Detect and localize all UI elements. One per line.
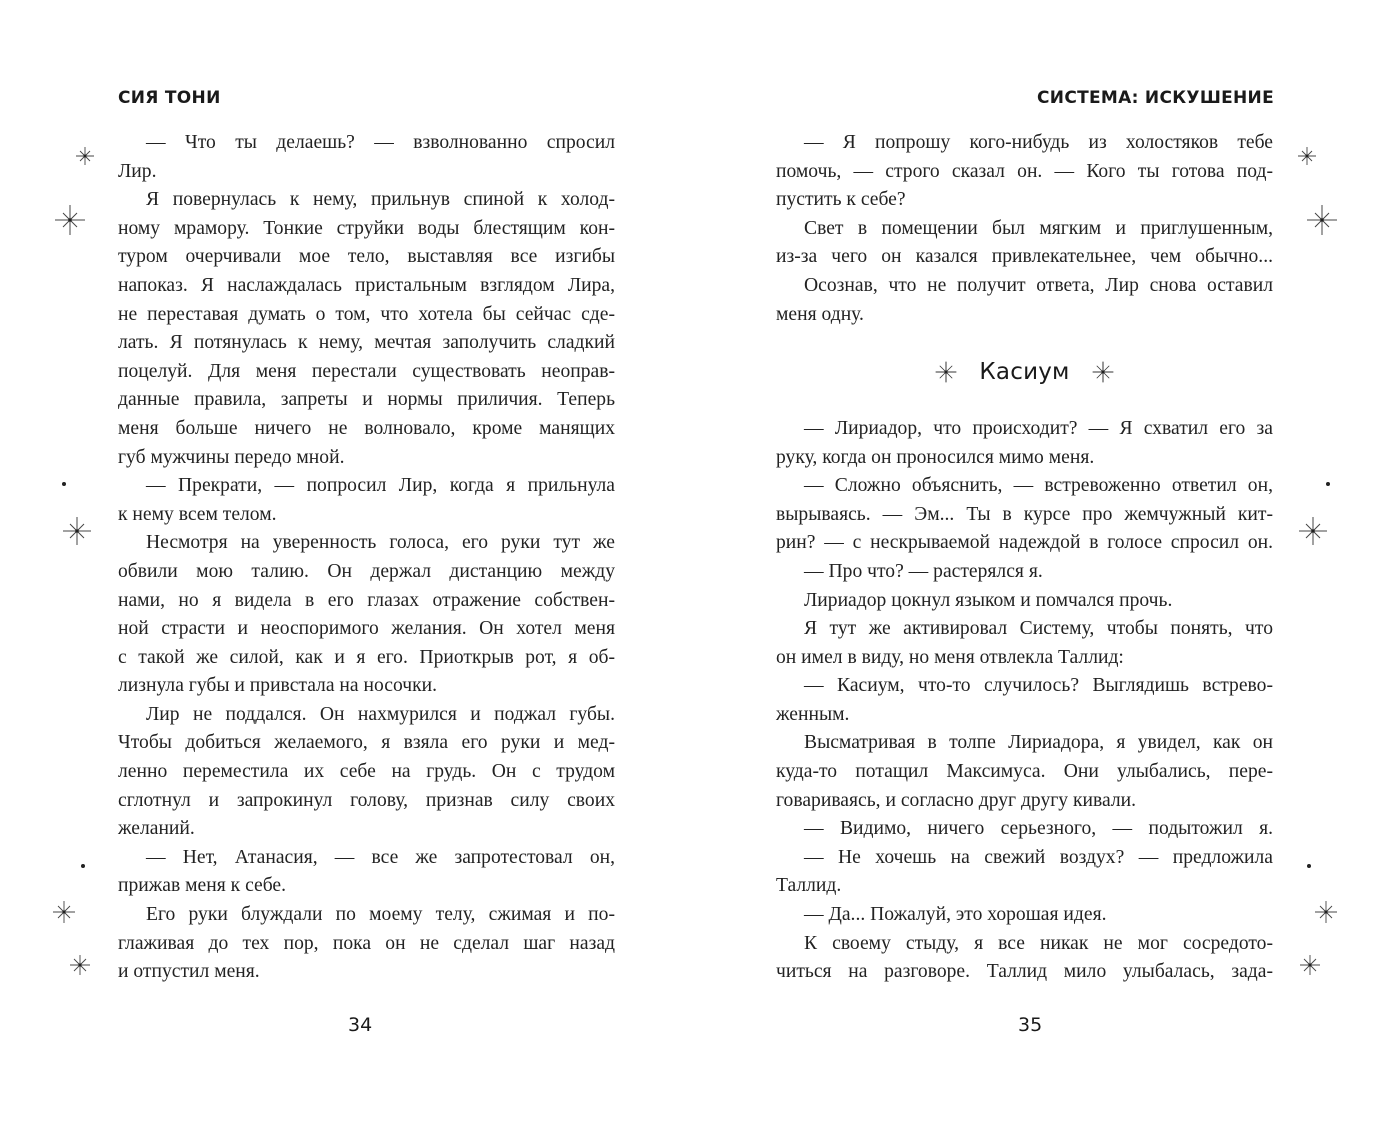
text-line: Его руки блуждали по моему телу, сжимая и по- [146,904,615,926]
text-line: Я повернулась к нему, прильнув спиной к холод- [146,189,615,211]
sparkle-star-icon [1306,204,1338,236]
text-line: — Я попрошу кого-нибудь из холостяков тебе [804,132,1273,153]
dot-ornament [1307,864,1311,868]
text-line: не переставая думать о том, что хотела бы сейчас сде- [118,303,615,325]
text-line: губ мужчины передо мной. [118,446,345,468]
right-page [696,0,1392,1125]
sparkle-star-icon [52,900,76,924]
text-line: куда-то потащил Максимуса. Они улыбались, пере- [776,761,1273,783]
text-line: — Нет, Атанасия, — все же запротестовал он, [146,846,615,868]
text-line: Лириадор цокнул языком и помчался прочь. [804,589,1173,611]
text-line: Лир. [118,160,157,182]
scene-title: Касиум [979,358,1070,385]
text-line: туром очерчивали мое тело, выставляя все изгибы [118,246,615,268]
text-line: К своему стыду, я все никак не мог сосредото- [804,932,1273,954]
text-line: пустить к себе? [776,189,906,211]
text-line: прижав меня к себе. [118,875,287,897]
text-line: из-за чего он казался привлекательнее, чем обычно... [776,246,1273,268]
text-line: читься на разговоре. Таллид мило улыбалась, зада- [776,961,1273,983]
text-line: — Лириадор, что происходит? — Я схватил его за [804,417,1273,439]
text-line: лизнула губы и привстала на носочки. [118,675,438,697]
sparkle-star-icon [54,204,86,236]
text-line: лать. Я потянулась к нему, мечтая заполучить сладкий [118,332,615,354]
text-line: ному мрамору. Тонкие струйки воды блестящим кон- [118,217,615,239]
text-line: руку, когда он проносился мимо меня. [776,446,1095,468]
text-line: — Не хочешь на свежий воздух? — предложила [804,846,1273,868]
text-line: рин? — с нескрываемой надеждой в голосе спросил он. [776,532,1273,554]
page-number-right: 35 [1018,1014,1043,1036]
sparkle-star-icon [935,361,957,383]
running-head-author: СИЯ ТОНИ [118,88,221,108]
text-line: с такой же силой, как и я его. Приоткрыв рот, я об- [118,646,615,668]
text-before-scene-break [776,129,1273,329]
text-after-scene-break [776,415,1273,987]
text-line: говариваясь, и согласно друг другу кивали. [776,789,1137,811]
text-line: Высматривая в толпе Лириадора, я увидел, как он [804,732,1273,754]
text-line: Осознав, что не получит ответа, Лир снова оставил [804,274,1273,296]
dot-ornament [1326,482,1330,486]
right-page-body [776,129,1273,987]
text-line: женным. [776,703,850,725]
text-line: Таллид. [776,875,842,897]
text-line: и отпустил меня. [118,961,260,983]
left-page-body [118,129,615,987]
sparkle-star-icon [1297,146,1317,166]
text-line: Несмотря на уверенность голоса, его руки тут же [146,532,615,554]
sparkle-star-icon [69,954,91,976]
text-line: сглотнул и запрокинул голову, признав силу своих [118,789,615,811]
text-line: — Видимо, ничего серьезного, — подытожил я. [804,818,1273,840]
text-line: помочь, — строго сказал он. — Кого ты готова под- [776,160,1273,182]
page-number-left: 34 [348,1014,373,1036]
dot-ornament [81,864,85,868]
text-line: — Про что? — растерялся я. [804,560,1043,582]
sparkle-star-icon [1299,954,1321,976]
text-line: к нему всем телом. [118,503,277,525]
sparkle-star-icon [1314,900,1338,924]
text-line: обвили мою талию. Он держал дистанцию между [118,560,615,582]
text-line: — Прекрати, — попросил Лир, когда я прильнула [146,475,615,497]
text-line: нами, но я видела в его глазах отражение собствен- [118,589,615,611]
text-line: — Касиум, что-то случилось? Выглядишь встрево- [804,675,1273,697]
text-line: напоказ. Я наслаждалась пристальным взглядом Лира, [118,274,615,296]
text-line: Чтобы добиться желаемого, я взяла его руки и мед- [118,732,615,754]
scene-break-heading [776,329,1273,415]
text-line: меня больше ничего не волновало, кроме манящих [118,417,615,439]
sparkle-star-icon [1092,361,1114,383]
text-line: меня одну. [776,303,864,325]
text-line: Свет в помещении был мягким и приглушенным, [804,217,1273,239]
text-line: он имел в виду, но меня отвлекла Таллид: [776,646,1124,668]
text-line: ленно переместила их себе на грудь. Он с трудом [118,761,615,783]
text-line: данные правила, запреты и нормы приличия. Теперь [118,389,615,411]
text-line: вырываясь. — Эм... Ты в курсе про жемчужный кит- [776,503,1273,525]
text-line: — Что ты делаешь? — взволнованно спросил [146,132,615,153]
text-line: Лир не поддался. Он нахмурился и поджал губы. [146,703,615,725]
text-line: поцелуй. Для меня перестали существовать неоправ- [118,360,615,382]
sparkle-star-icon [75,146,95,166]
text-line: — Сложно объяснить, — встревоженно ответил он, [804,475,1273,497]
sparkle-star-icon [62,516,92,546]
dot-ornament [62,482,66,486]
running-head-title: СИСТЕМА: ИСКУШЕНИЕ [1037,88,1274,108]
text-line: ной страсти и неоспоримого желания. Он хотел меня [118,618,615,640]
sparkle-star-icon [1298,516,1328,546]
text-line: Я тут же активировал Систему, чтобы понять, что [804,618,1273,640]
text-line: глаживая до тех пор, пока он не сделал шаг назад [118,932,615,954]
text-line: желаний. [118,818,195,840]
text-line: — Да... Пожалуй, это хорошая идея. [804,904,1107,926]
